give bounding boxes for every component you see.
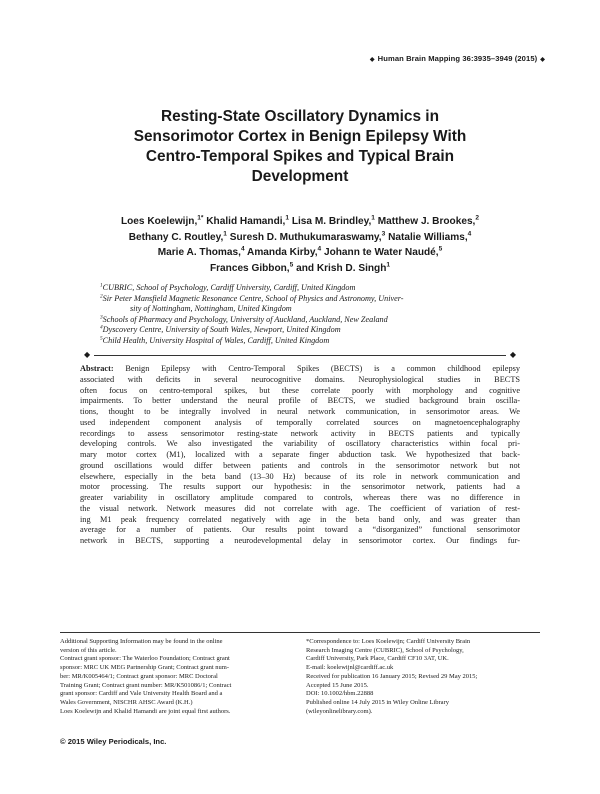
- footnote-line: Wales Government, NISCHR AHSC Award (K.H.): [60, 698, 193, 706]
- author-list: [70, 214, 530, 276]
- abstract-line: recordings to assess sensorimotor resting-state network activity in BECTS patients and typically: [80, 428, 520, 438]
- footnote-line: Research Imaging Centre (CUBRIC), School of Psychology,: [306, 646, 464, 654]
- title-line: Resting-State Oscillatory Dynamics in: [161, 108, 439, 125]
- section-divider: [84, 351, 516, 361]
- author-affil-mark: 3: [381, 230, 386, 238]
- affiliation-line: [100, 336, 500, 347]
- abstract-line: the visual network. Network measures did not correlate with age. The coefficient of variation of rest-: [80, 503, 520, 513]
- copyright-notice: © 2015 Wiley Periodicals, Inc.: [60, 737, 167, 746]
- author-name: Marie A. Thomas,: [157, 247, 241, 259]
- abstract-line: network in BECTS, supporting a neurodevelopmental delay in sensorimotor cortex. Our findings fur-: [80, 536, 520, 545]
- affil-mark: 5: [100, 335, 103, 342]
- abstract-line: elsewhere, especially in the beta band (13–30 Hz) because of its role in network communication and: [80, 471, 520, 481]
- author-affil-mark: 2: [475, 214, 480, 222]
- footnote-line: version of this article.: [60, 646, 117, 654]
- author-line: [70, 261, 530, 277]
- title-line: Centro-Temporal Spikes and Typical Brain: [145, 148, 455, 165]
- affiliation-text: Dyscovery Centre, University of South Wales, Newport, United Kingdom: [102, 325, 341, 335]
- abstract-line: developing controls. We also investigated the variability of oscillatory characteristics within focal pri-: [80, 439, 520, 449]
- author-name: Frances Gibbon,: [209, 262, 290, 274]
- diamond-icon: ◆: [84, 350, 91, 359]
- author-affil-mark: 5: [438, 245, 443, 253]
- footnote-line: DOI: 10.1002/hbm.22888: [306, 690, 374, 698]
- footnote-line: Cardiff University, Park Place, Cardiff CF10 3AT, UK.: [306, 655, 449, 663]
- title-line: Development: [251, 168, 349, 185]
- footnote-line: Accepted 15 June 2015.: [306, 681, 369, 689]
- author-line: [70, 230, 530, 246]
- author-line: [70, 214, 530, 230]
- footnotes-right: [306, 638, 541, 716]
- footnote-line: (wileyonlinelibrary.com).: [306, 707, 373, 715]
- author-affil-mark: 1: [371, 214, 375, 222]
- author-name: Bethany C. Routley,: [128, 231, 224, 243]
- author-affil-mark: 1: [223, 230, 227, 238]
- author-name: Suresh D. Muthukumaraswamy,: [229, 231, 382, 243]
- author-name: and Krish D. Singh: [296, 262, 387, 274]
- affiliation-line: [100, 283, 500, 294]
- author-name: Loes Koelewijn,: [120, 216, 198, 227]
- affil-mark: 2: [100, 292, 103, 299]
- footnote-line: sponsor: MRC UK MEG Partnership Grant; Contract grant num-: [60, 664, 229, 672]
- abstract-line: motor processing. The results support our hypothesis: in the sensorimotor network, patients had a: [80, 482, 520, 492]
- footnotes-left: [60, 638, 292, 716]
- author-affil-mark: 4: [317, 245, 322, 253]
- abstract-line: average for a number of patients. Our results point toward a “disorganized” functional sensorimotor: [80, 525, 520, 535]
- author-name: Natalie Williams,: [388, 231, 468, 243]
- author-affil-mark: 1: [285, 214, 290, 222]
- footnote-line: Published online 14 July 2015 in Wiley Online Library: [306, 698, 449, 706]
- footnote-line: ber: MR/K005464/1; Contract grant sponsor: MRC Doctoral: [60, 672, 218, 680]
- author-affil-mark: 4: [467, 230, 472, 238]
- footnote-line: Additional Supporting Information may be found in the online: [60, 638, 223, 645]
- diamond-icon: ◆: [509, 350, 516, 359]
- footnote-line: Loes Koelewijn and Khalid Hamandi are joint equal first authors.: [60, 707, 231, 715]
- abstract: [80, 364, 520, 547]
- author-affil-mark: 1*: [197, 214, 204, 222]
- author-name: Khalid Hamandi,: [206, 216, 286, 227]
- footnote-line: *Correspondence to: Loes Koelewijn; Cardiff University Brain: [306, 638, 471, 645]
- footnote-line: grant sponsor: Cardiff and Vale University Health Board and a: [60, 690, 223, 698]
- footnote-line: Contract grant sponsor: The Waterloo Foundation; Contract grant: [60, 655, 230, 663]
- affil-mark: 4: [100, 324, 103, 331]
- affiliation-line: [100, 315, 500, 326]
- abstract-line: mary motor cortex (M1), localized with a separate finger abduction task. We hypothesized that back-: [80, 450, 520, 459]
- affiliation-text: Child Health, University Hospital of Wales, Cardiff, United Kingdom: [102, 335, 330, 345]
- divider-rule: [94, 355, 506, 356]
- diamond-icon: ◆: [540, 57, 545, 63]
- footnote-line: E-mail: koelewijnl@cardiff.ac.uk: [306, 664, 394, 672]
- footnote-line: Received for publication 16 January 2015; Revised 29 May 2015;: [306, 672, 478, 680]
- author-affil-mark: 1: [386, 261, 391, 269]
- abstract-line: tions, thought to be integrally involved in neural network communication, in sensorimotor areas. We: [80, 407, 520, 416]
- journal-citation: Human Brain Mapping 36:3935–3949 (2015): [377, 54, 538, 63]
- abstract-line: used independent component analysis of temporally correlated sources on magnetoencephalography: [80, 417, 520, 427]
- diamond-icon: ◆: [369, 57, 375, 63]
- author-name: Matthew J. Brookes,: [377, 216, 476, 227]
- author-name: Johann te Water Naudé,: [323, 247, 439, 259]
- author-line: [70, 245, 530, 261]
- author-name: Amanda Kirby,: [247, 247, 318, 259]
- affiliation-text: Sir Peter Mansfield Magnetic Resonance Centre, School of Physics and Astronomy, Univer-: [102, 293, 404, 303]
- author-affil-mark: 5: [289, 261, 294, 269]
- abstract-line: associated with deficits in several neurocognitive domains. Neurophysiological studies in BECTS: [80, 374, 520, 384]
- author-name: Lisa M. Brindley,: [291, 216, 372, 227]
- abstract-text: Benign Epilepsy with Centro-Temporal Spikes (BECTS) is a common childhood epilepsy: [125, 364, 520, 373]
- running-head: [367, 54, 548, 63]
- affiliations: [100, 283, 500, 347]
- footnote-line: Training Grant; Contract grant number: MR/K501086/1; Contract: [60, 681, 232, 689]
- author-affil-mark: 4: [240, 245, 245, 253]
- abstract-heading: Abstract:: [80, 364, 114, 373]
- affiliation-text: sity of Nottingham, Nottingham, United Kingdom: [130, 304, 292, 314]
- abstract-line: greater variability in oscillatory amplitude compared to controls, whereas there was no difference in: [80, 493, 520, 502]
- affiliation-text: Schools of Pharmacy and Psychology, University of Auckland, Auckland, New Zealand: [102, 314, 388, 324]
- article-title: [60, 107, 540, 187]
- abstract-line: [80, 364, 520, 375]
- affiliation-line: [100, 294, 500, 305]
- footnote-rule: [60, 632, 540, 633]
- affiliation-line: [100, 304, 500, 315]
- abstract-line: impairments. To better understand the neural profile of BECTS, we studied background brain oscilla-: [80, 396, 520, 406]
- abstract-line: often focus on centro-temporal spikes, but these correlate poorly with morphology and cognitive: [80, 385, 520, 395]
- affiliation-text: CUBRIC, School of Psychology, Cardiff University, Cardiff, United Kingdom: [102, 283, 356, 292]
- abstract-line: ing M1 peak frequency correlated negatively with age in the beta band only, and was greater than: [80, 514, 520, 524]
- affil-mark: 1: [100, 282, 103, 289]
- affiliation-line: [100, 325, 500, 336]
- abstract-line: ground oscillations would differ between patients and controls in the sensorimotor network but not: [80, 460, 520, 470]
- title-line: Sensorimotor Cortex in Benign Epilepsy With: [133, 128, 467, 145]
- affil-mark: 3: [100, 314, 103, 321]
